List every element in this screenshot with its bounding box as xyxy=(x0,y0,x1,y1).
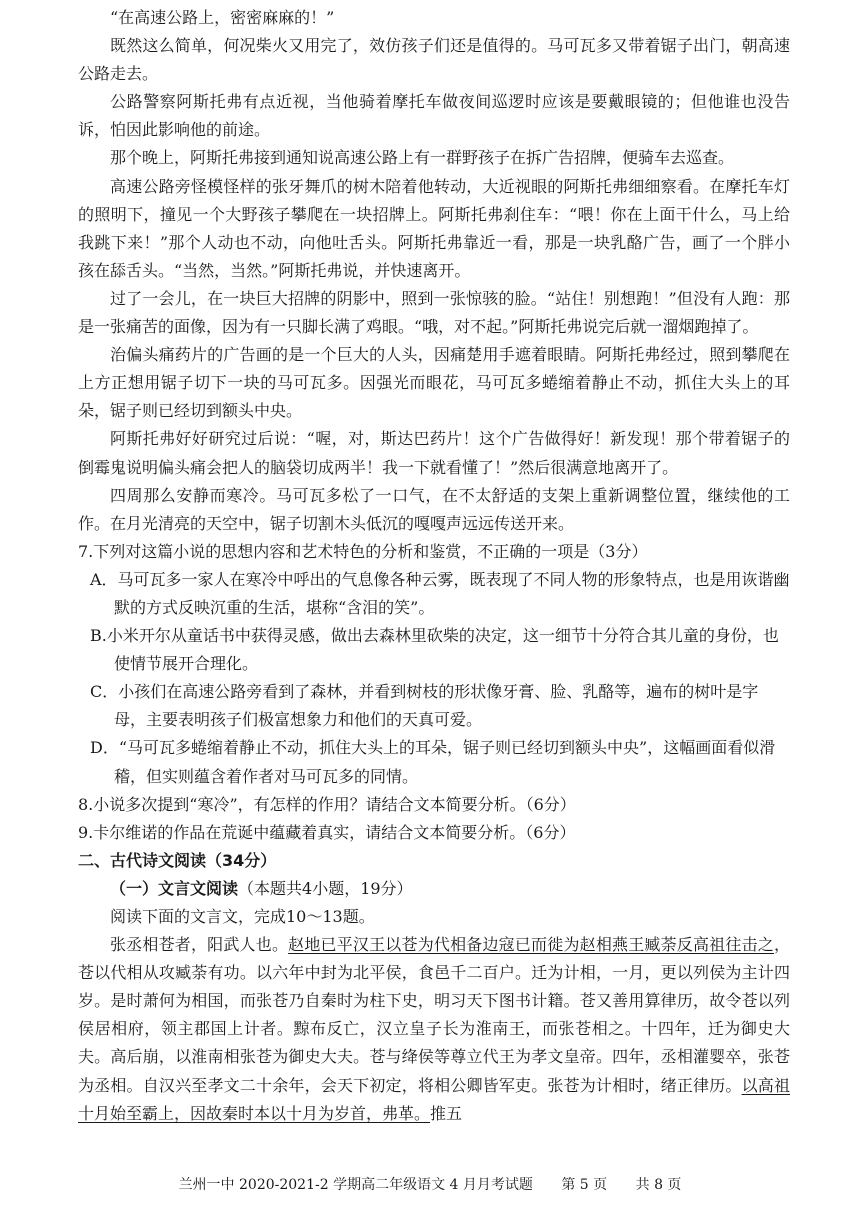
question-7 xyxy=(78,538,790,791)
underlined-sentence: 赵地已平汉王以苍为代相备边寇已而徙为赵相燕王臧荼反高祖往击之 xyxy=(288,935,774,955)
footer-page-number: 第 5 页 xyxy=(561,1177,608,1193)
story-paragraph: 公路警察阿斯托弗有点近视，当他骑着摩托车做夜间巡逻时应该是要戴眼镜的；但他谁也没告诉，怕因此影响他的前途。 xyxy=(78,92,790,140)
option-a: A．马可瓦多一家人在寒冷中呼出的气息像各种云雾，既表现了不同人物的形象特点，也是用诙谐幽默的方式反映沉重的生活，堪称“含泪的笑”。 xyxy=(90,569,790,617)
story-paragraph: 治偏头痛药片的广告画的是一个巨大的人头，因痛楚用手遮着眼睛。阿斯托弗经过，照到攀爬在上方正想用锯子切下一块的马可瓦多。因强光而眼花，马可瓦多蜷缩着静止不动，抓住大头上的耳朵，锯子则已经切到额头中央。 xyxy=(78,345,790,421)
story-paragraph: 阿斯托弗好好研究过后说：“喔，对，斯达巴药片！这个广告做得好！新发现！那个带着锯子的倒霉鬼说明偏头痛会把人的脑袋切成两半！我一下就看懂了！”然后很满意地离开了。 xyxy=(78,429,790,477)
story-paragraph: 过了一会儿，在一块巨大招牌的阴影中，照到一张惊骇的脸。“站住！别想跑！”但没有人跑：那是一张痛苦的面像，因为有一只脚长满了鸡眼。“哦，对不起。”阿斯托弗说完后就一溜烟跑掉了。 xyxy=(78,288,790,337)
underlined-sentence: 以高祖十月始至霸上，因故秦时本以十月为岁首，弗革。 xyxy=(78,1075,790,1123)
footer-total-pages: 共 8 页 xyxy=(635,1177,682,1193)
option-d: D．“马可瓦多蜷缩着静止不动，抓住大头上的耳朵，锯子则已经切到额头中央”，这幅画面看似滑稽，但实则蕴含着作者对马可瓦多的同情。 xyxy=(90,738,776,786)
option-c: C．小孩们在高速公路旁看到了森林，并看到树枝的形状像牙膏、脸、乳酪等，遍布的树叶是字母，主要表明孩子们极富想象力和他们的天真可爱。 xyxy=(90,682,759,730)
footer-school: 兰州一中 2020-2021-2 学期高二年级语文 4 月月考试题 xyxy=(178,1177,533,1193)
story-paragraph: 既然这么简单，何况柴火又用完了，效仿孩子们还是值得的。马可瓦多又带着锯子出门，朝高速公路走去。 xyxy=(78,36,790,84)
subsection-title: （一）文言文阅读 xyxy=(110,878,239,898)
reading-instruction: 阅读下面的文言文，完成10～13题。 xyxy=(110,907,375,926)
story-paragraph: 那个晚上，阿斯托弗接到通知说高速公路上有一群野孩子在拆广告招牌，便骑车去巡查。 xyxy=(110,148,735,168)
classical-text-start: 张丞相苍者，阳武人也。 xyxy=(110,935,289,955)
story-paragraph: “在高速公路上，密密麻麻的！” xyxy=(110,8,335,27)
classical-text-tail: 推五 xyxy=(430,1103,463,1123)
question-stem: 7.下列对这篇小说的思想内容和艺术特色的分析和鉴赏，不正确的一项是（3分） xyxy=(78,541,648,561)
subsection-heading xyxy=(78,875,790,903)
story-paragraph: 高速公路旁怪模怪样的张牙舞爪的树木陪着他转动，大近视眼的阿斯托弗细细察看。在摩托车灯的照明下，撞见一个大野孩子攀爬在一块招牌上。阿斯托弗刹住车：“喂！你在上面干什么，马上给我跳下来！”那个人动也不动，向他吐舌头。阿斯托弗靠近一看，那是一块乳酪广告，画了一个胖小孩在舔舌头。“当然，当然。”阿斯托弗说，并快速离开。 xyxy=(78,176,790,280)
story-section xyxy=(78,4,790,538)
question-9: 9.卡尔维诺的作品在荒诞中蕴藏着真实，请结合文本简要分析。（6分） xyxy=(78,822,576,842)
section-heading: 二、古代诗文阅读（34分） xyxy=(78,850,277,870)
subsection-note: （本题共4小题，19分） xyxy=(238,878,413,898)
option-b: B.小米开尔从童话书中获得灵感，做出去森林里砍柴的决定，这一细节十分符合其儿童的身份，也使情节展开合理化。 xyxy=(90,626,779,674)
story-paragraph: 四周那么安静而寒冷。马可瓦多松了一口气，在不太舒适的支架上重新调整位置，继续他的工作。在月光清亮的天空中，锯子切割木头低沉的嘎嘎声远远传送开来。 xyxy=(78,485,790,533)
classical-text-body: ，苍以代相从攻臧荼有功。以六年中封为北平侯，食邑千二百户。迁为计相，一月，更以列侯为主计四岁。是时萧何为相国，而张苍乃自秦时为柱下史，明习天下图书计籍。苍又善用算律历，故令苍以列侯居相府，领主郡国上计者。黥布反亡，汉立皇子长为淮南王，而张苍相之。十四年，迁为御史大夫。高后崩，以淮南相张苍为御史大夫。苍与绛侯等尊立代王为孝文皇帝。四年，丞相灌婴卒，张苍为丞相。自汉兴至孝文二十余年，会天下初定，将相公卿皆军吏。张苍为计相时，绪正律历。 xyxy=(78,935,790,1095)
classical-text xyxy=(78,931,790,1128)
page-footer xyxy=(0,1171,860,1199)
question-8: 8.小说多次提到“寒冷”，有怎样的作用？请结合文本简要分析。（6分） xyxy=(78,794,576,814)
